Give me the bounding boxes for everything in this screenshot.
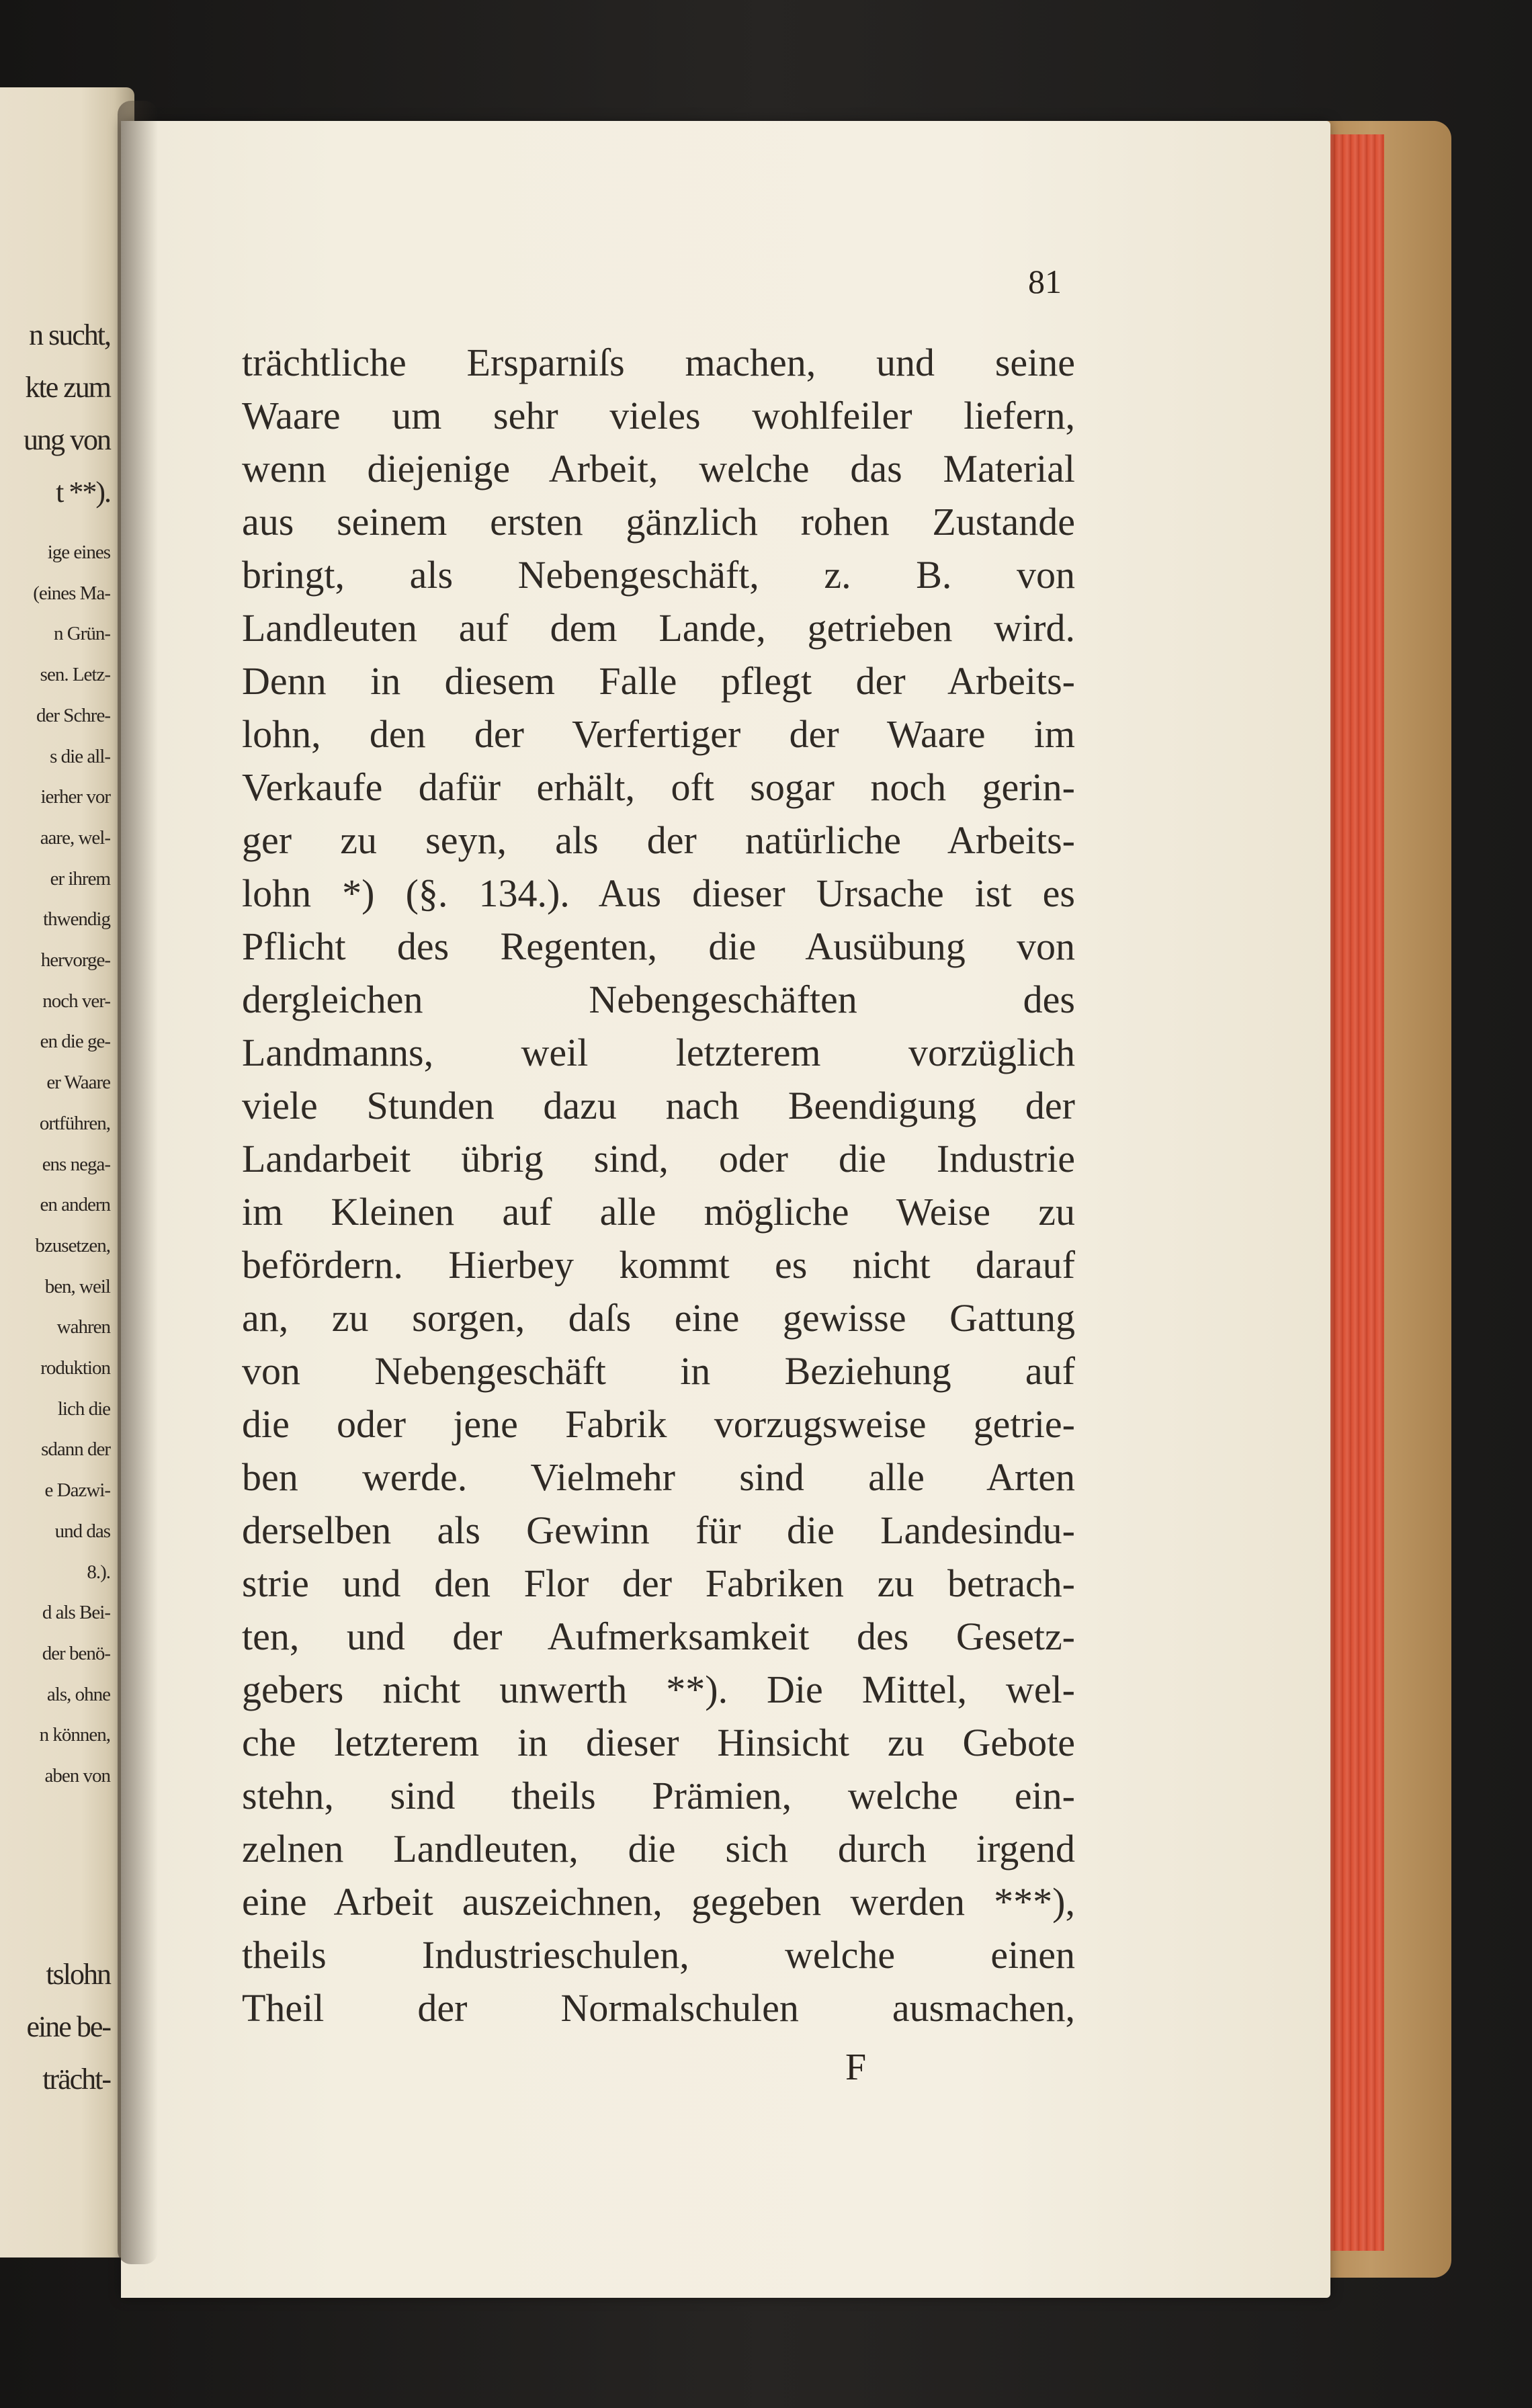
left-page-bottom-text bbox=[0, 1948, 110, 2106]
text-line: Denn in diesem Falle pflegt der Arbeits- bbox=[242, 659, 1075, 703]
text-line: ten, und der Aufmerksamkeit des Gesetz- bbox=[242, 1615, 1075, 1658]
text-line: die oder jene Fabrik vorzugsweise getrie- bbox=[242, 1402, 1075, 1446]
left-page-text bbox=[0, 309, 110, 1797]
text-line: trächtliche Ersparniſs machen, und seine bbox=[242, 341, 1075, 384]
text-line: eine Arbeit auszeichnen, gegeben werden ***), bbox=[242, 1880, 1075, 1924]
left-text-line: tslohn bbox=[46, 1958, 110, 1991]
left-text-line: eine be- bbox=[26, 2010, 110, 2043]
text-line: stehn, sind theils Prämien, welche ein- bbox=[242, 1774, 1075, 1817]
text-line: lohn *) (§. 134.). Aus dieser Ursache ist es bbox=[242, 871, 1075, 915]
left-text-line: roduktion bbox=[40, 1357, 110, 1379]
left-text-line: hervorge- bbox=[40, 949, 110, 972]
text-line: Pflicht des Regenten, die Ausübung von bbox=[242, 924, 1075, 968]
left-text-line: e Dazwi- bbox=[44, 1479, 110, 1502]
left-text-line: lich die bbox=[57, 1398, 110, 1420]
left-text-line: der Schre- bbox=[36, 704, 110, 726]
text-line: Verkaufe dafür erhält, oft sogar noch gerin- bbox=[242, 765, 1075, 809]
left-text-line: thwendig bbox=[43, 908, 110, 931]
text-line: zelnen Landleuten, die sich durch irgend bbox=[242, 1827, 1075, 1870]
book-gutter bbox=[118, 101, 158, 2264]
left-text-line: en die ge- bbox=[40, 1031, 110, 1053]
left-text-line: noch ver- bbox=[42, 990, 110, 1012]
text-line: Landmanns, weil letzterem vorzüglich bbox=[242, 1031, 1075, 1074]
text-line: theils Industrieschulen, welche einen bbox=[242, 1933, 1075, 1977]
text-line: wenn diejenige Arbeit, welche das Material bbox=[242, 447, 1075, 490]
text-line: aus seinem ersten gänzlich rohen Zustande bbox=[242, 500, 1075, 544]
left-text-line: (eines Ma- bbox=[33, 582, 110, 604]
left-facing-page bbox=[0, 87, 134, 2258]
text-line: befördern. Hierbey kommt es nicht darauf bbox=[242, 1243, 1075, 1287]
text-line: von Nebengeschäft in Beziehung auf bbox=[242, 1349, 1075, 1393]
left-text-line: ens nega- bbox=[42, 1153, 110, 1175]
left-text-line: aare, wel- bbox=[40, 826, 110, 849]
text-line: im Kleinen auf alle mögliche Weise zu bbox=[242, 1190, 1075, 1234]
text-line: strie und den Flor der Fabriken zu betrach- bbox=[242, 1561, 1075, 1605]
text-line: bringt, als Nebengeschäft, z. B. von bbox=[242, 553, 1075, 597]
text-line: Landarbeit übrig sind, oder die Industrie bbox=[242, 1137, 1075, 1180]
left-text-line: ben, weil bbox=[44, 1275, 110, 1297]
left-text-line: t **). bbox=[56, 476, 110, 509]
text-line: an, zu sorgen, daſs eine gewisse Gattung bbox=[242, 1296, 1075, 1340]
text-line: derselben als Gewinn für die Landesindu- bbox=[242, 1508, 1075, 1552]
left-text-line: der benö- bbox=[42, 1642, 110, 1664]
left-text-line: wahren bbox=[56, 1316, 110, 1338]
left-text-line: ortführen, bbox=[39, 1112, 110, 1134]
text-line: gebers nicht unwerth **). Die Mittel, wel- bbox=[242, 1668, 1075, 1711]
left-text-line: n sucht, bbox=[29, 318, 110, 351]
left-text-line: ung von bbox=[24, 423, 110, 456]
left-text-line: er ihrem bbox=[50, 867, 110, 890]
left-text-line: ige eines bbox=[47, 542, 110, 563]
left-text-line: s die all- bbox=[50, 745, 110, 767]
text-line: ben werde. Vielmehr sind alle Arten bbox=[242, 1455, 1075, 1499]
left-text-line: sdann der bbox=[41, 1438, 110, 1461]
left-text-line: n können, bbox=[39, 1724, 110, 1746]
red-page-edges bbox=[1327, 134, 1384, 2251]
left-text-line: bzusetzen, bbox=[35, 1234, 110, 1256]
text-line: ger zu seyn, als der natürliche Arbeits- bbox=[242, 818, 1075, 862]
text-line: Landleuten auf dem Lande, getrieben wird. bbox=[242, 606, 1075, 650]
text-line: lohn, den der Verfertiger der Waare im bbox=[242, 712, 1075, 756]
left-spacer bbox=[0, 519, 110, 532]
left-text-line: d als Bei- bbox=[42, 1602, 110, 1624]
left-text-line: 8.). bbox=[87, 1561, 110, 1583]
left-text-line: aben von bbox=[44, 1765, 110, 1787]
left-text-line: sen. Letz- bbox=[40, 664, 110, 686]
body-text bbox=[242, 336, 1075, 2034]
left-text-line: trächt- bbox=[42, 2063, 110, 2096]
left-text-line: ierher vor bbox=[40, 786, 110, 808]
printer-signature-mark: F bbox=[845, 2047, 867, 2088]
text-line: Theil der Normalschulen ausmachen, bbox=[242, 1986, 1075, 2030]
left-text-line: n Grün- bbox=[53, 623, 110, 645]
text-line: viele Stunden dazu nach Beendigung der bbox=[242, 1084, 1075, 1127]
left-text-line: kte zum bbox=[25, 371, 110, 404]
text-line: che letzterem in dieser Hinsicht zu Gebote bbox=[242, 1721, 1075, 1764]
left-text-line: als, ohne bbox=[46, 1683, 110, 1705]
left-text-line: en andern bbox=[40, 1194, 110, 1216]
left-text-line: und das bbox=[54, 1520, 110, 1542]
page-number: 81 bbox=[1028, 263, 1062, 300]
left-text-line: er Waare bbox=[46, 1072, 110, 1094]
text-line: Waare um sehr vieles wohlfeiler liefern, bbox=[242, 394, 1075, 437]
text-line: dergleichen Nebengeschäften des bbox=[242, 978, 1075, 1021]
